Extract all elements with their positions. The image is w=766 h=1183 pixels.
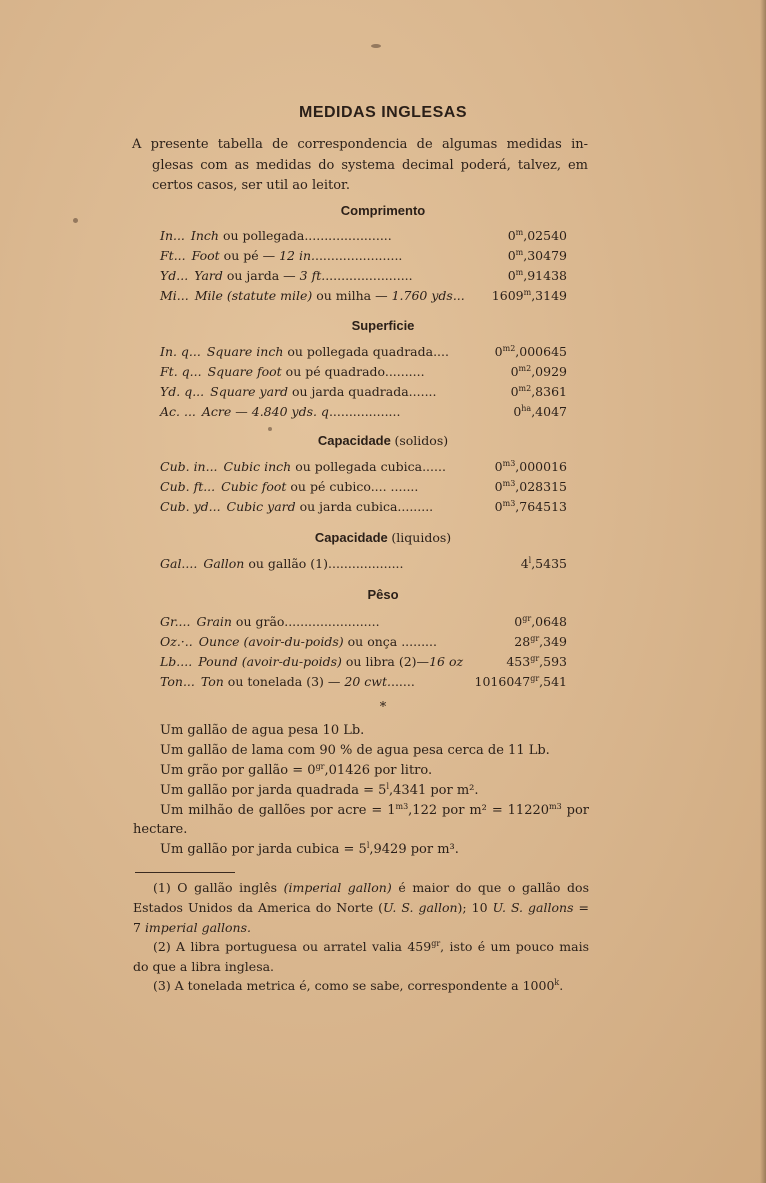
measure-value-decimals: ,5435 [531,556,567,571]
measure-abbr: Cub. in... [160,459,218,474]
footnote-text: ); 10 [457,900,493,915]
measure-value-unit: m3 [502,479,516,488]
note-text: por [561,803,590,818]
measure-value-number: 0 [514,614,523,629]
measure-value-unit: m2 [518,384,532,393]
measure-text: ou pollegada cubica...... [291,459,446,474]
measure-value-decimals: ,000016 [515,459,567,474]
intro-paragraph [132,135,588,197]
measure-abbr: Gal.... [160,556,198,571]
note-text: ,01426 por litro. [324,763,433,778]
measure-label [160,614,380,629]
measure-value-decimals: ,028315 [515,479,567,494]
measure-value [492,288,567,303]
measure-value [511,384,567,399]
note-text: Um gallão por jarda quadrada = 5 [160,783,387,798]
measure-label [160,459,446,474]
intro-line: A presente tabella de correspondencia de algumas medidas in- [132,137,588,152]
measure-value-number: 0 [513,404,522,419]
measure-term: Ton [200,674,224,689]
measure-text: ou milha — [312,288,388,303]
footnote-italic: U. S. gallons [492,900,574,915]
measure-value-decimals: ,3149 [531,288,567,303]
section-heading-label: Capacidade [314,530,388,545]
paper-speck [73,218,78,223]
measure-leader-dots: ...... [390,674,415,689]
measure-value [521,556,567,571]
footnote-text: é maior do que o gallão dos [391,880,589,895]
measure-value [508,228,567,243]
measure-text: ou pé quadrado.......... [281,364,425,379]
measure-abbr: Ac. ... [160,404,196,419]
measure-value-unit: m [515,228,524,237]
measure-value [495,479,567,494]
measure-term: Acre — 4.840 yds. q [201,404,329,419]
measure-extra: 3 ft. [295,268,326,283]
note-line [160,803,589,818]
footnote-italic: U. S. gallon [383,900,458,915]
footnote-divider [135,872,235,873]
measure-label [160,344,449,359]
measure-value-number: 0 [510,364,519,379]
footnote-2 [133,937,589,977]
measure-value [508,248,567,263]
footnote-line [133,918,589,938]
measure-value [514,634,567,649]
footnote-line [133,878,589,898]
measure-term: Pound (avoir-du-poids) [198,654,342,669]
note-text: ,4341 por m². [389,783,479,798]
measure-extra: 20 cwt. [340,674,391,689]
note-line [160,783,479,798]
measure-value-number: 0 [494,499,503,514]
measure-text: ou grão [231,614,285,629]
note-line [160,763,432,778]
note-line: hectare. [133,822,188,837]
measure-extra: 12 in. [275,248,315,263]
measure-label [160,248,402,263]
section-heading-note: (liquidos) [391,530,452,545]
note-line: Um gallão de lama com 90 % de agua pesa cerca de 11 Lb. [160,743,550,758]
measure-value-decimals: ,541 [539,674,567,689]
measure-term: Square inch [206,344,284,359]
measure-label [160,556,404,571]
measure-value [506,654,567,669]
measure-label [160,404,400,419]
measure-value-unit: m2 [502,344,516,353]
measure-text: ou pé — [219,248,276,263]
measure-abbr: Lb.... [160,654,193,669]
measure-value-number: 0 [507,268,516,283]
footnote-text: . [559,978,564,993]
measure-value-unit: l [528,556,532,565]
measure-text: ou jarda quadrada....... [288,384,437,399]
measure-value [495,499,567,514]
intro-line: certos casos, ser util ao leitor. [152,178,350,193]
measure-label [160,479,418,494]
measure-value-number: 0 [510,384,519,399]
measure-value-number: 0 [494,459,503,474]
footnote-3 [133,976,589,996]
note-sup: gr [315,762,325,771]
measure-leader-dots: ........................ [284,614,380,629]
intro-line: glesas com as medidas do systema decimal poderá, talvez, em [152,157,588,173]
measure-value-unit: gr [522,614,532,623]
measure-text: ou jarda — [222,268,296,283]
measure-term: Square foot [207,364,282,379]
measure-label [160,654,463,669]
footnote-text: (3) A tonelada metrica é, como se sabe, correspondente a 1000 [153,978,555,993]
measure-term: Cubic foot [221,479,287,494]
measure-value-decimals: ,764513 [515,499,567,514]
section-heading-capacidade-solidos [0,433,766,448]
measure-text: ou onça ......... [343,634,437,649]
measure-term: Yard [194,268,223,283]
measure-term: Grain [196,614,232,629]
footnote-text: (1) O gallão inglês [153,880,284,895]
measure-text: ou gallão (1) [244,556,328,571]
measure-value-unit: m2 [518,364,532,373]
measure-value [475,674,567,689]
measure-value-decimals: ,0648 [531,614,567,629]
footnote-sup: k [554,978,560,987]
measure-value-decimals: ,02540 [523,228,567,243]
measure-abbr: Ft... [160,248,186,263]
measure-value-number: 28 [514,634,531,649]
measure-extra: 16 oz [429,654,464,669]
measure-value-unit: gr [530,634,540,643]
measure-value-number: 0 [507,228,516,243]
measure-term: Mile (statute mile) [194,288,313,303]
measure-value-unit: m3 [502,499,516,508]
measure-text: ou tonelada (3) — [223,674,341,689]
page-title: MEDIDAS INGLESAS [298,104,467,121]
note-line: Um gallão de agua pesa 10 Lb. [160,723,365,738]
measure-text: ou pollegada quadrada.... [283,344,449,359]
measure-value-number: 453 [506,654,531,669]
measure-value-unit: m [515,268,524,277]
measure-value-number: 0 [494,344,503,359]
measure-leader-dots: ................... [328,556,404,571]
measure-text: ou pé cubico.... ....... [286,479,419,494]
note-sup: m3 [395,802,409,811]
measure-abbr: Ton... [160,674,195,689]
note-text: Um grão por gallão = 0 [160,763,316,778]
measure-label [160,288,465,303]
measure-value-decimals: ,349 [539,634,567,649]
footnote-text: Estados Unidos da America do Norte ( [133,900,384,915]
measure-term: Square yard [210,384,289,399]
footnote-line: do que a libra inglesa. [133,959,275,974]
measure-value-decimals: ,4047 [531,404,567,419]
footnote-text: , isto é um pouco mais [440,939,589,954]
section-heading-note: (solidos) [394,433,449,448]
paper-speck [268,427,272,431]
footnote-line [133,976,589,996]
note-line [160,842,459,857]
note-text: Um milhão de gallões por acre = 1 [160,803,396,818]
measure-abbr: Cub. ft... [160,479,216,494]
measure-abbr: In... [160,228,185,243]
footnote-sup: gr [431,939,441,948]
measure-value-unit: gr [530,674,540,683]
measure-value-decimals: ,593 [539,654,567,669]
measure-term: Gallon [203,556,245,571]
measure-value-unit: m3 [502,459,516,468]
section-heading-comprimento: Comprimento [340,203,426,218]
measure-term: Ounce (avoir-du-poids) [198,634,344,649]
measure-value [514,614,567,629]
measure-value-unit: m [523,288,532,297]
note-sup: m3 [549,802,562,811]
measure-abbr: Yd... [160,268,189,283]
footnote-1 [133,878,589,938]
measure-term: Cubic yard [226,499,296,514]
measure-leader-dots: ...................... [304,228,392,243]
footnote-italic: (imperial gallon) [283,880,392,895]
measure-abbr: Ft. q... [160,364,202,379]
footnote-line [133,898,589,918]
note-sup: l [386,782,390,791]
measure-value [508,268,567,283]
measure-value [511,364,567,379]
measure-value-decimals: ,8361 [531,384,567,399]
measure-abbr: Mi... [160,288,189,303]
measure-value-unit: gr [530,654,540,663]
footnote-italic: imperial gallons. [144,920,251,935]
measure-label [160,228,392,243]
measure-value-number: 0 [494,479,503,494]
measure-label [160,384,437,399]
measure-abbr: Oz.·.. [160,634,193,649]
measure-text: ou pollegada [218,228,305,243]
measure-value-unit: ha [521,404,532,413]
footnote-line [133,937,589,957]
measure-value-decimals: ,000645 [515,344,567,359]
measure-term: Inch [190,228,219,243]
note-text: ,122 por m² = 11220 [408,803,550,818]
measure-label [160,674,415,689]
footnote-text: = [573,900,589,915]
measure-abbr: Gr.... [160,614,191,629]
measure-term: Cubic inch [223,459,292,474]
note-text: ,9429 por m³. [369,842,459,857]
measure-value [495,344,567,359]
note-text: Um gallão por jarda cubica = 5 [160,842,367,857]
section-heading-label: Capacidade [317,433,391,448]
measure-value [495,459,567,474]
measure-text: ou jarda cubica......... [295,499,434,514]
measure-value [513,404,567,419]
section-heading-superficie: Superficie [351,318,415,333]
measure-term: Foot [191,248,220,263]
measure-leader-dots: ...................... [314,248,403,263]
section-heading-peso: Pêso [367,587,399,602]
measure-value-number: 4 [520,556,529,571]
measure-value-number: 1016047 [474,674,531,689]
measure-value-decimals: ,91438 [523,268,567,283]
note-sup: l [366,841,370,850]
footnote-text: 7 [133,920,145,935]
measure-value-number: 1609 [491,288,524,303]
measure-abbr: Yd. q... [160,384,205,399]
measure-label [160,499,433,514]
paper-speck [371,44,381,48]
measure-extra: 1.760 yds... [387,288,465,303]
measure-text: ou libra (2)— [341,654,430,669]
measure-label [160,268,413,283]
measure-leader-dots: ...................... [325,268,413,283]
section-separator-star: * [379,700,387,715]
measure-label [160,634,437,649]
measure-abbr: In. q... [160,344,201,359]
measure-label [160,364,425,379]
measure-abbr: Cub. yd... [160,499,221,514]
measure-value-number: 0 [507,248,516,263]
measure-value-decimals: ,30479 [523,248,567,263]
measure-value-unit: m [515,248,524,257]
section-heading-capacidade-liquidos [0,530,766,545]
measure-value-decimals: ,0929 [531,364,567,379]
footnote-text: (2) A libra portuguesa ou arratel valia 459 [153,939,432,954]
measure-leader-dots: .................. [328,404,401,419]
